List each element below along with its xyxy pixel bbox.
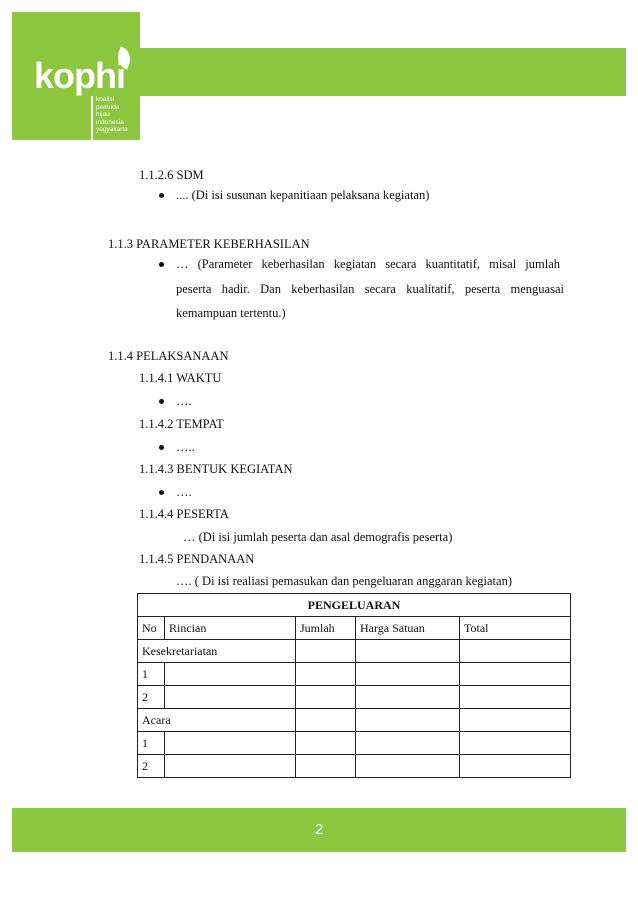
column-header-no: No: [138, 617, 165, 640]
sdm-bullet-text: .... (Di isi susunan kepanitiaan pelaksana kegiatan): [176, 188, 430, 202]
table-cell: [296, 686, 356, 709]
table-cell: [356, 732, 460, 755]
table-title: PENGELUARAN: [138, 594, 571, 617]
section-kesekretariatan: Kesekretariatan: [138, 640, 296, 663]
logo-subtitle-line: indonesia: [96, 118, 124, 126]
parameter-heading: 1.1.3 PARAMETER KEBERHASILAN: [108, 237, 310, 251]
table-header-row: [138, 617, 571, 640]
bullet-icon: [159, 399, 164, 404]
logo-subtitle-line: koalisi: [96, 96, 115, 103]
row-number: 1: [138, 732, 165, 755]
table-cell: [356, 663, 460, 686]
table-cell: [296, 663, 356, 686]
parameter-bullet-line: peserta hadir. Dan keberhasilan secara kualitatif, peserta menguasai: [176, 282, 564, 296]
table-cell: [296, 755, 356, 778]
table-section-row: [138, 640, 571, 663]
table-row: [138, 732, 571, 755]
bullet-icon: [159, 445, 164, 450]
section-acara: Acara: [138, 709, 296, 732]
column-header-harga-satuan: Harga Satuan: [356, 617, 460, 640]
table-cell: [460, 686, 571, 709]
row-number: 1: [138, 663, 165, 686]
table-cell: [296, 709, 356, 732]
table-cell: [165, 732, 296, 755]
footer-band: [12, 808, 626, 852]
tempat-heading: 1.1.4.2 TEMPAT: [139, 417, 224, 431]
pendanaan-text: …. ( Di isi realiasi pemasukan dan pengeluaran anggaran kegiatan): [176, 574, 512, 588]
logo-subtitle-line: pemuda: [96, 103, 120, 111]
logo-subtitle-line: hijau: [96, 111, 110, 119]
table-cell: [165, 686, 296, 709]
table-cell: [296, 732, 356, 755]
table-row: [138, 686, 571, 709]
column-header-jumlah: Jumlah: [296, 617, 356, 640]
table-cell: [460, 663, 571, 686]
table-cell: [460, 732, 571, 755]
peserta-text: … (Di isi jumlah peserta dan asal demografis peserta): [183, 530, 453, 544]
bullet-icon: [159, 193, 164, 198]
table-cell: [356, 640, 460, 663]
logo-wordmark: kophi: [34, 55, 125, 96]
table-row: [138, 755, 571, 778]
parameter-bullet-line: kemampuan tertentu.): [176, 306, 286, 320]
table-row: [138, 663, 571, 686]
peserta-heading: 1.1.4.4 PESERTA: [139, 507, 229, 521]
bentuk-kegiatan-bullet-text: ….: [176, 485, 192, 499]
logo-divider: [91, 96, 93, 140]
table-cell: [460, 709, 571, 732]
table-cell: [356, 709, 460, 732]
sdm-heading: 1.1.2.6 SDM: [139, 168, 204, 182]
table-cell: [296, 640, 356, 663]
logo-subtitle-line: yogyakarta: [96, 126, 128, 134]
parameter-bullet-line: … (Parameter keberhasilan kegiatan secara kuantitatif, misal jumlah: [176, 257, 560, 271]
bullet-icon: [159, 262, 164, 267]
logo-subtitle: [96, 96, 128, 134]
table-section-row: [138, 709, 571, 732]
table-cell: [165, 663, 296, 686]
row-number: 2: [138, 686, 165, 709]
table-cell: [460, 640, 571, 663]
bullet-icon: [159, 490, 164, 495]
column-header-rincian: Rincian: [165, 617, 296, 640]
table-cell: [165, 755, 296, 778]
row-number: 2: [138, 755, 165, 778]
tempat-bullet-text: …..: [176, 440, 195, 454]
table-cell: [356, 686, 460, 709]
pelaksanaan-heading: 1.1.4 PELAKSANAAN: [108, 349, 229, 363]
table-cell: [356, 755, 460, 778]
table-cell: [460, 755, 571, 778]
pendanaan-heading: 1.1.4.5 PENDANAAN: [139, 552, 255, 566]
kophi-logo: [12, 12, 140, 140]
waktu-bullet-text: ….: [176, 394, 192, 408]
table-title-row: [138, 594, 571, 617]
pengeluaran-table: [137, 593, 571, 778]
column-header-total: Total: [460, 617, 571, 640]
page-number: 2: [314, 821, 324, 838]
bentuk-kegiatan-heading: 1.1.4.3 BENTUK KEGIATAN: [139, 462, 293, 476]
waktu-heading: 1.1.4.1 WAKTU: [139, 371, 222, 385]
